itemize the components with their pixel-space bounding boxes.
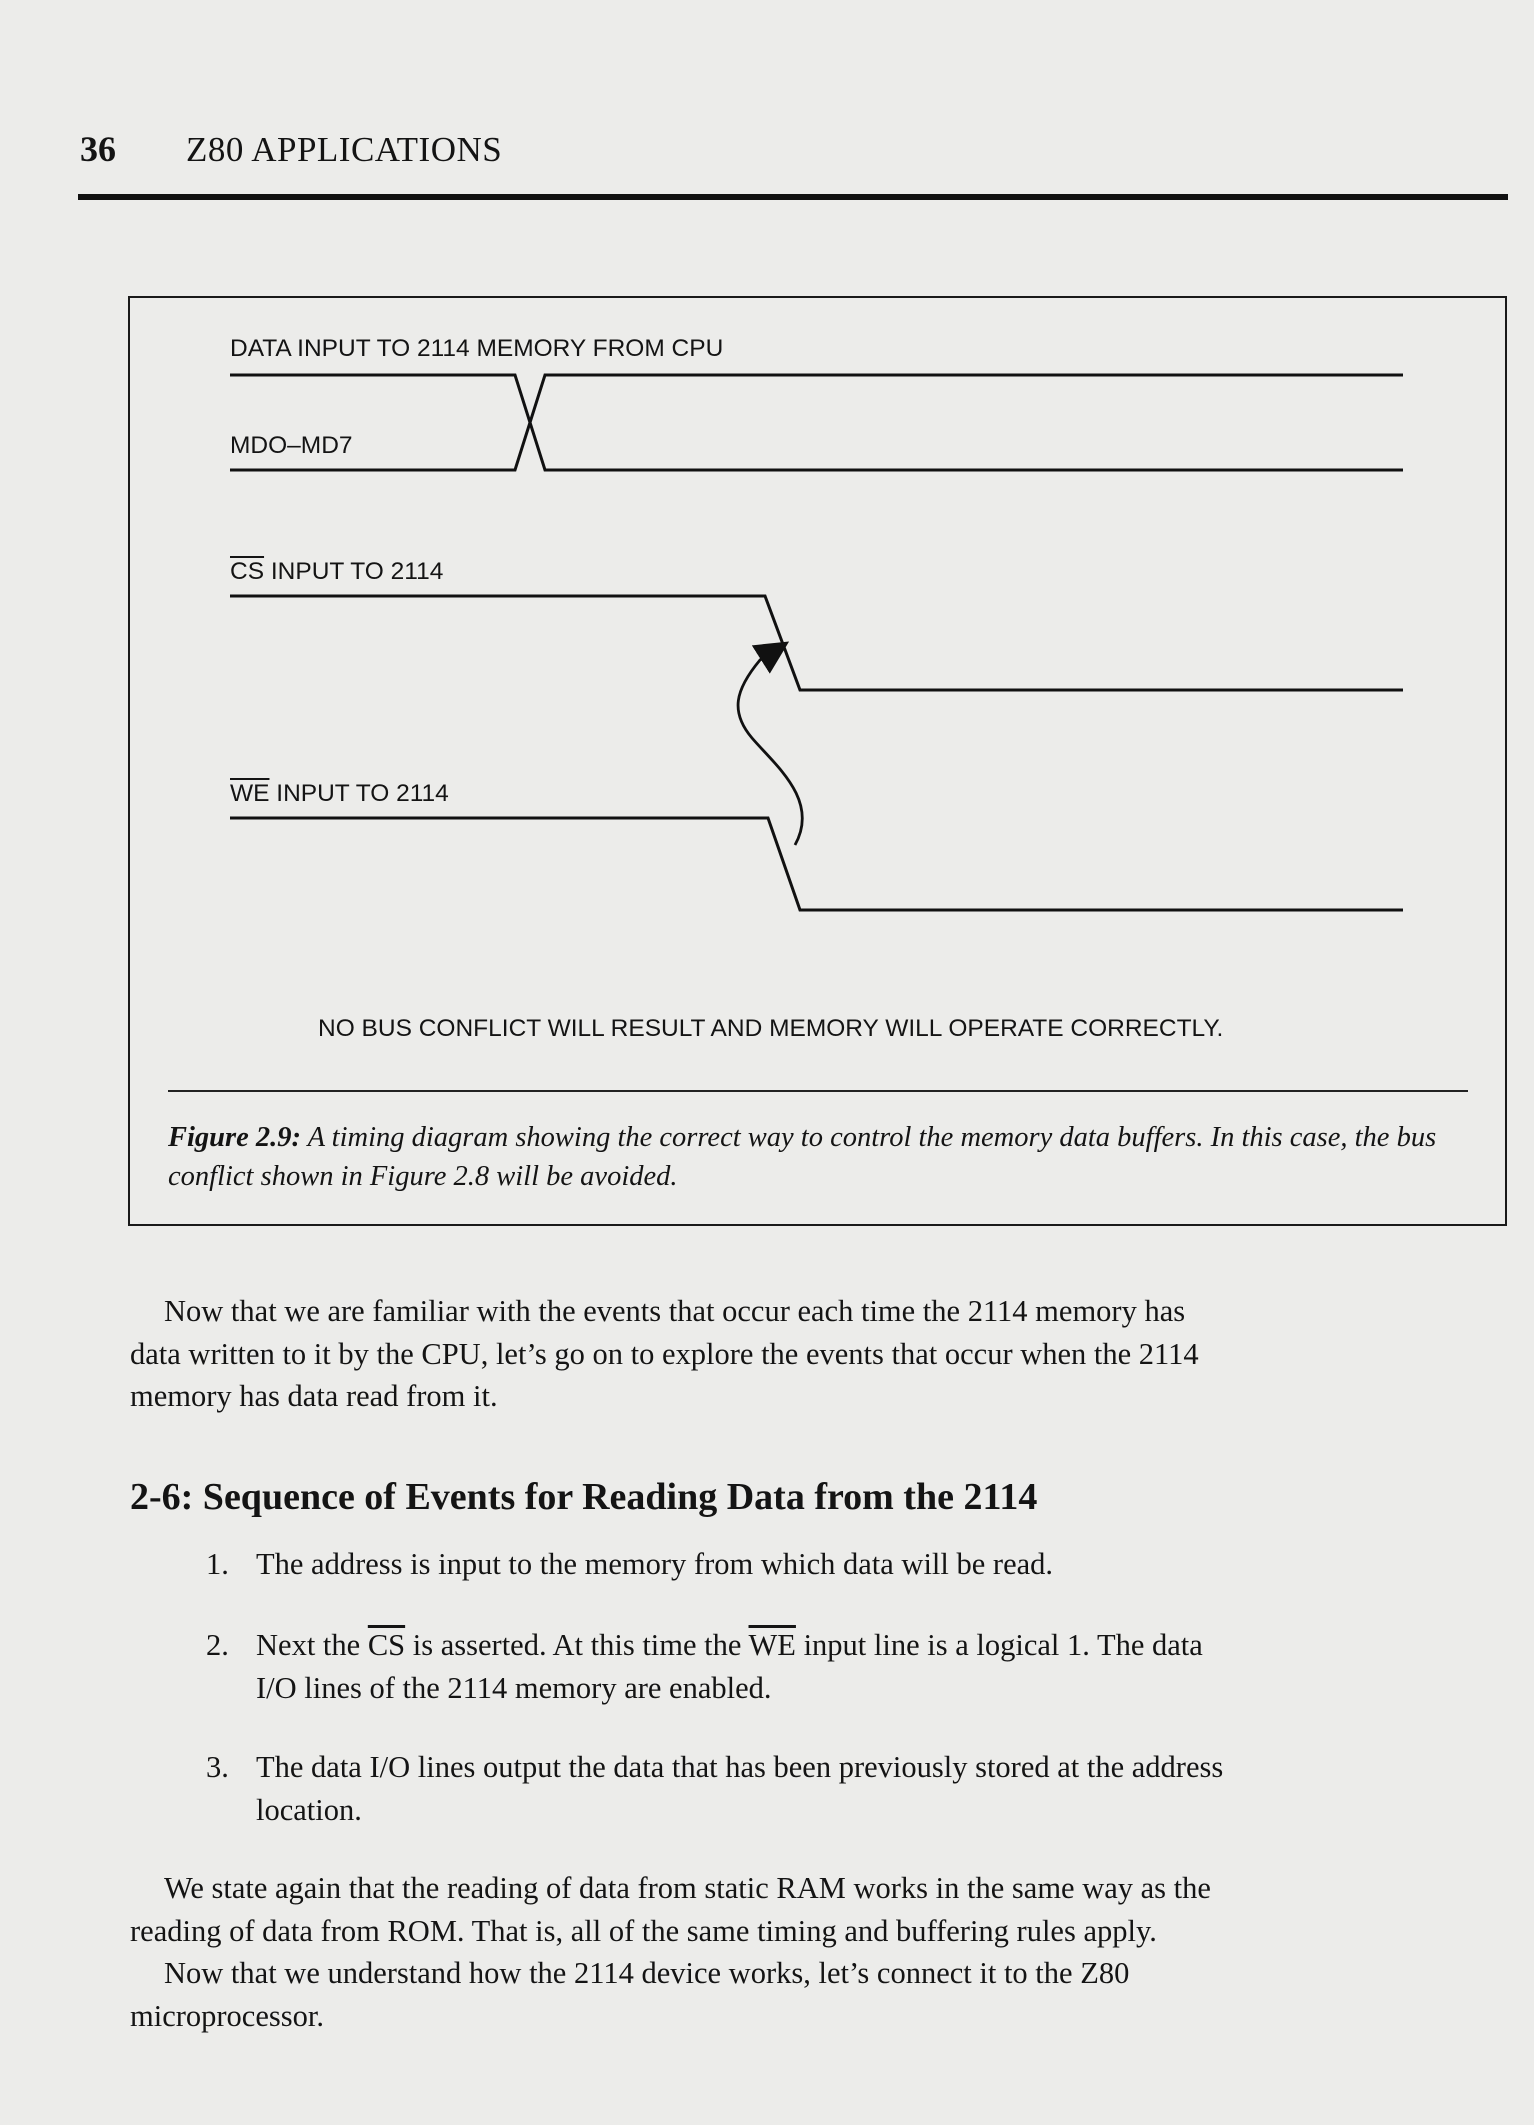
cs-signal-name: $\overline{CS}$ (230, 558, 265, 585)
we-waveform (230, 818, 1403, 910)
page-number: 36 (80, 129, 116, 169)
cs-label-rest: INPUT TO 2114 (264, 558, 444, 585)
data-input-label: DATA INPUT TO 2114 MEMORY FROM CPU (230, 335, 724, 362)
step-number: 1. (206, 1547, 229, 1581)
running-title: Z80 APPLICATIONS (186, 130, 503, 169)
we-label-rest: INPUT TO 2114 (269, 780, 449, 807)
timing-arrow (738, 646, 802, 845)
cs-signal-name: $\overline{CS}$ (367, 1628, 406, 1662)
md-bus-label: MDO–MD7 (230, 432, 353, 459)
intro-paragraph: Now that we are familiar with the events that occur each time the 2114 memory has data written to it by the CPU, let’s go on to explore the events that occur when the 2114 memory has data read from it. (130, 1294, 1199, 1413)
cs-label (230, 558, 443, 586)
step-number: 2. (206, 1628, 229, 1662)
caption-text: A timing diagram showing the correct way to control the memory data buffers. In this case, the bus conflict shown in Figure 2.8 will be avoided. (168, 1122, 1437, 1192)
paragraph: Now that we understand how the 2114 device works, let’s connect it to the Z80 microprocessor. (130, 1956, 1130, 2033)
result-note: NO BUS CONFLICT WILL RESULT AND MEMORY WILL OPERATE CORRECTLY. (318, 1015, 1224, 1042)
step-text (256, 1624, 1236, 1709)
caption-rule (168, 1090, 1468, 1092)
step-text: The address is input to the memory from which data will be read. (256, 1547, 1054, 1581)
closing-paragraphs (130, 1867, 1220, 2037)
figure-caption (168, 1118, 1478, 1196)
caption-label: Figure 2.9: (168, 1122, 302, 1153)
section-heading: 2-6: Sequence of Events for Reading Data from the 2114 (130, 1476, 1038, 1518)
paragraph: We state again that the reading of data from static RAM works in the same way as the reading of data from ROM. That is, all of the same timing and buffering rules apply. (130, 1871, 1211, 1948)
we-signal-name: $\overline{WE}$ (230, 780, 270, 807)
step-text-part: is asserted. At this time the (405, 1628, 749, 1662)
cs-waveform (230, 596, 1403, 690)
step-text-part: input line is a logical 1. The data I/O lines of the 2114 memory are enabled. (256, 1628, 1203, 1705)
data-bus-line-bottom (230, 375, 1403, 470)
we-signal-name: $\overline{WE}$ (748, 1628, 796, 1662)
step-number: 3. (206, 1750, 229, 1784)
step-text-part: Next the (256, 1628, 368, 1662)
step-text: The data I/O lines output the data that has been previously stored at the address location. (256, 1750, 1224, 1827)
we-label (230, 780, 449, 808)
data-bus-line-top (230, 375, 1403, 470)
